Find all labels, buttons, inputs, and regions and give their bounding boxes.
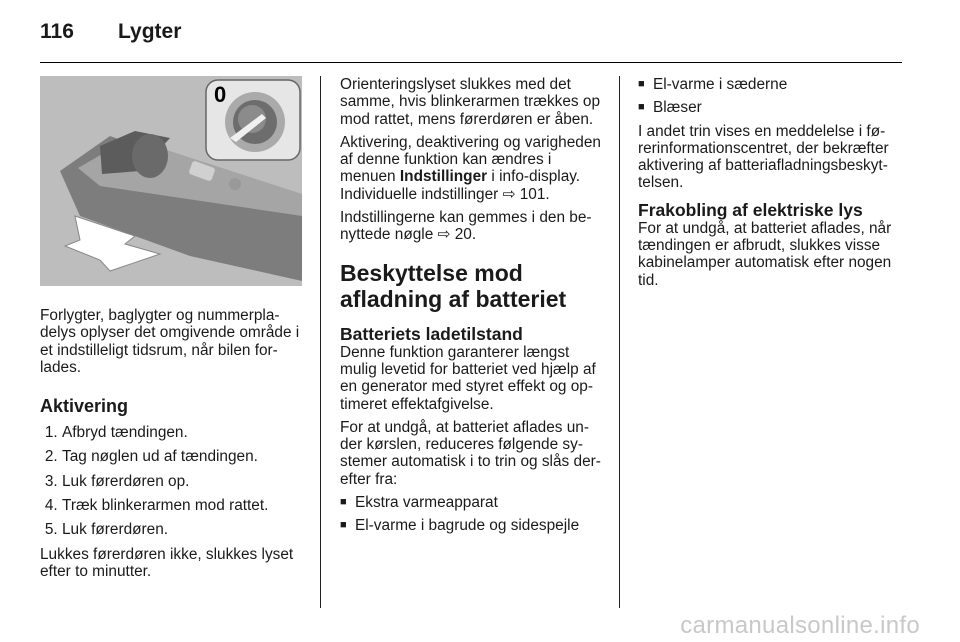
- systems-list-continued: [638, 76, 900, 117]
- page-title: Lygter: [118, 20, 182, 43]
- systems-list: [340, 494, 602, 535]
- page-reference[interactable]: 20.: [454, 226, 477, 244]
- list-item: ■ El-varme i bagrude og sidespejle: [340, 517, 602, 534]
- paragraph-settings: Aktivering, deaktivering og varigheden af denne funktion kan ændres i menuen Indstillinger i info-display. Individuelle indstillinger ⇨ 101.: [340, 133, 601, 203]
- heading-aktivering: Aktivering: [40, 396, 129, 417]
- step-item: 4. Træk blinkerarmen mod rattet.: [62, 497, 302, 514]
- step-item: 5. Luk førerdøren.: [62, 521, 302, 538]
- step-item: 3. Luk førerdøren op.: [62, 473, 302, 490]
- ref-arrow-icon: ⇨: [502, 185, 516, 203]
- column-2: [340, 76, 602, 541]
- ref-arrow-icon: ⇨: [437, 226, 451, 244]
- lever-drawing: [40, 76, 302, 286]
- page-header: [40, 20, 181, 44]
- column-3: [638, 76, 900, 295]
- paragraph-key: Indstillingerne kan gemmes i den benyttede nøgle ⇨ 20.: [340, 209, 592, 244]
- menu-name: Indstillinger: [399, 168, 488, 186]
- list-item: ■ El-varme i sæderne: [638, 76, 900, 93]
- column-divider-1: [320, 76, 321, 608]
- paragraph-message: I andet trin vises en meddelelse i førerinformationscentret, der bekræfter aktivering af batteriafladningsbeskyttelsen.: [638, 122, 889, 192]
- step-item: 2. Tag nøglen ud af tændingen.: [62, 448, 302, 465]
- paragraph-orientation: Orienteringslyset slukkes med det samme, hvis blinkerarmen trækkes op mod rattet, mens førerdøren er åben.: [340, 76, 601, 128]
- page-number: 116: [40, 20, 74, 43]
- step-item: 1. Afbryd tændingen.: [62, 424, 302, 441]
- paragraph-cabin-lamps: For at undgå, at batteriet aflades, når tændingen er afbrudt, slukkes visse kabinelamper automatisk efter nogen tid.: [638, 219, 892, 289]
- paragraph-reduction: For at undgå, at batteriet aflades under kørslen, reduceres følgende systemer automatisk i to trin og slås derefter fra:: [340, 418, 601, 488]
- page-reference[interactable]: 101.: [519, 185, 550, 203]
- lever-illustration: [40, 76, 302, 286]
- steps-list: [40, 424, 302, 538]
- closing-paragraph: Lukkes førerdøren ikke, slukkes lyset efter to minutter.: [40, 545, 294, 580]
- dial-label: 0: [214, 82, 227, 107]
- header-rule: [40, 62, 902, 63]
- watermark: carmanualsonline.info: [680, 612, 920, 639]
- column-1: [40, 76, 302, 586]
- column-divider-2: [619, 76, 620, 608]
- figure-caption: Forlygter, baglygter og nummerpladelys oplyser det omgivende område i et indstilleligt tidsrum, når bilen forlades.: [40, 307, 300, 376]
- list-item: ■ Ekstra varmeapparat: [340, 494, 602, 511]
- list-item: ■ Blæser: [638, 99, 900, 116]
- subheading-disconnect: Frakobling af elektriske lys: [638, 199, 863, 220]
- subheading-battery-state: Batteriets ladetilstand: [340, 323, 523, 344]
- paragraph-generator: Denne funktion garanterer længst mulig levetid for batteriet ved hjælp af en generator med styret effekt og optimeret effektafgivelse.: [340, 343, 596, 413]
- section-title: Beskyttelse mod afladning af batteriet: [340, 259, 567, 312]
